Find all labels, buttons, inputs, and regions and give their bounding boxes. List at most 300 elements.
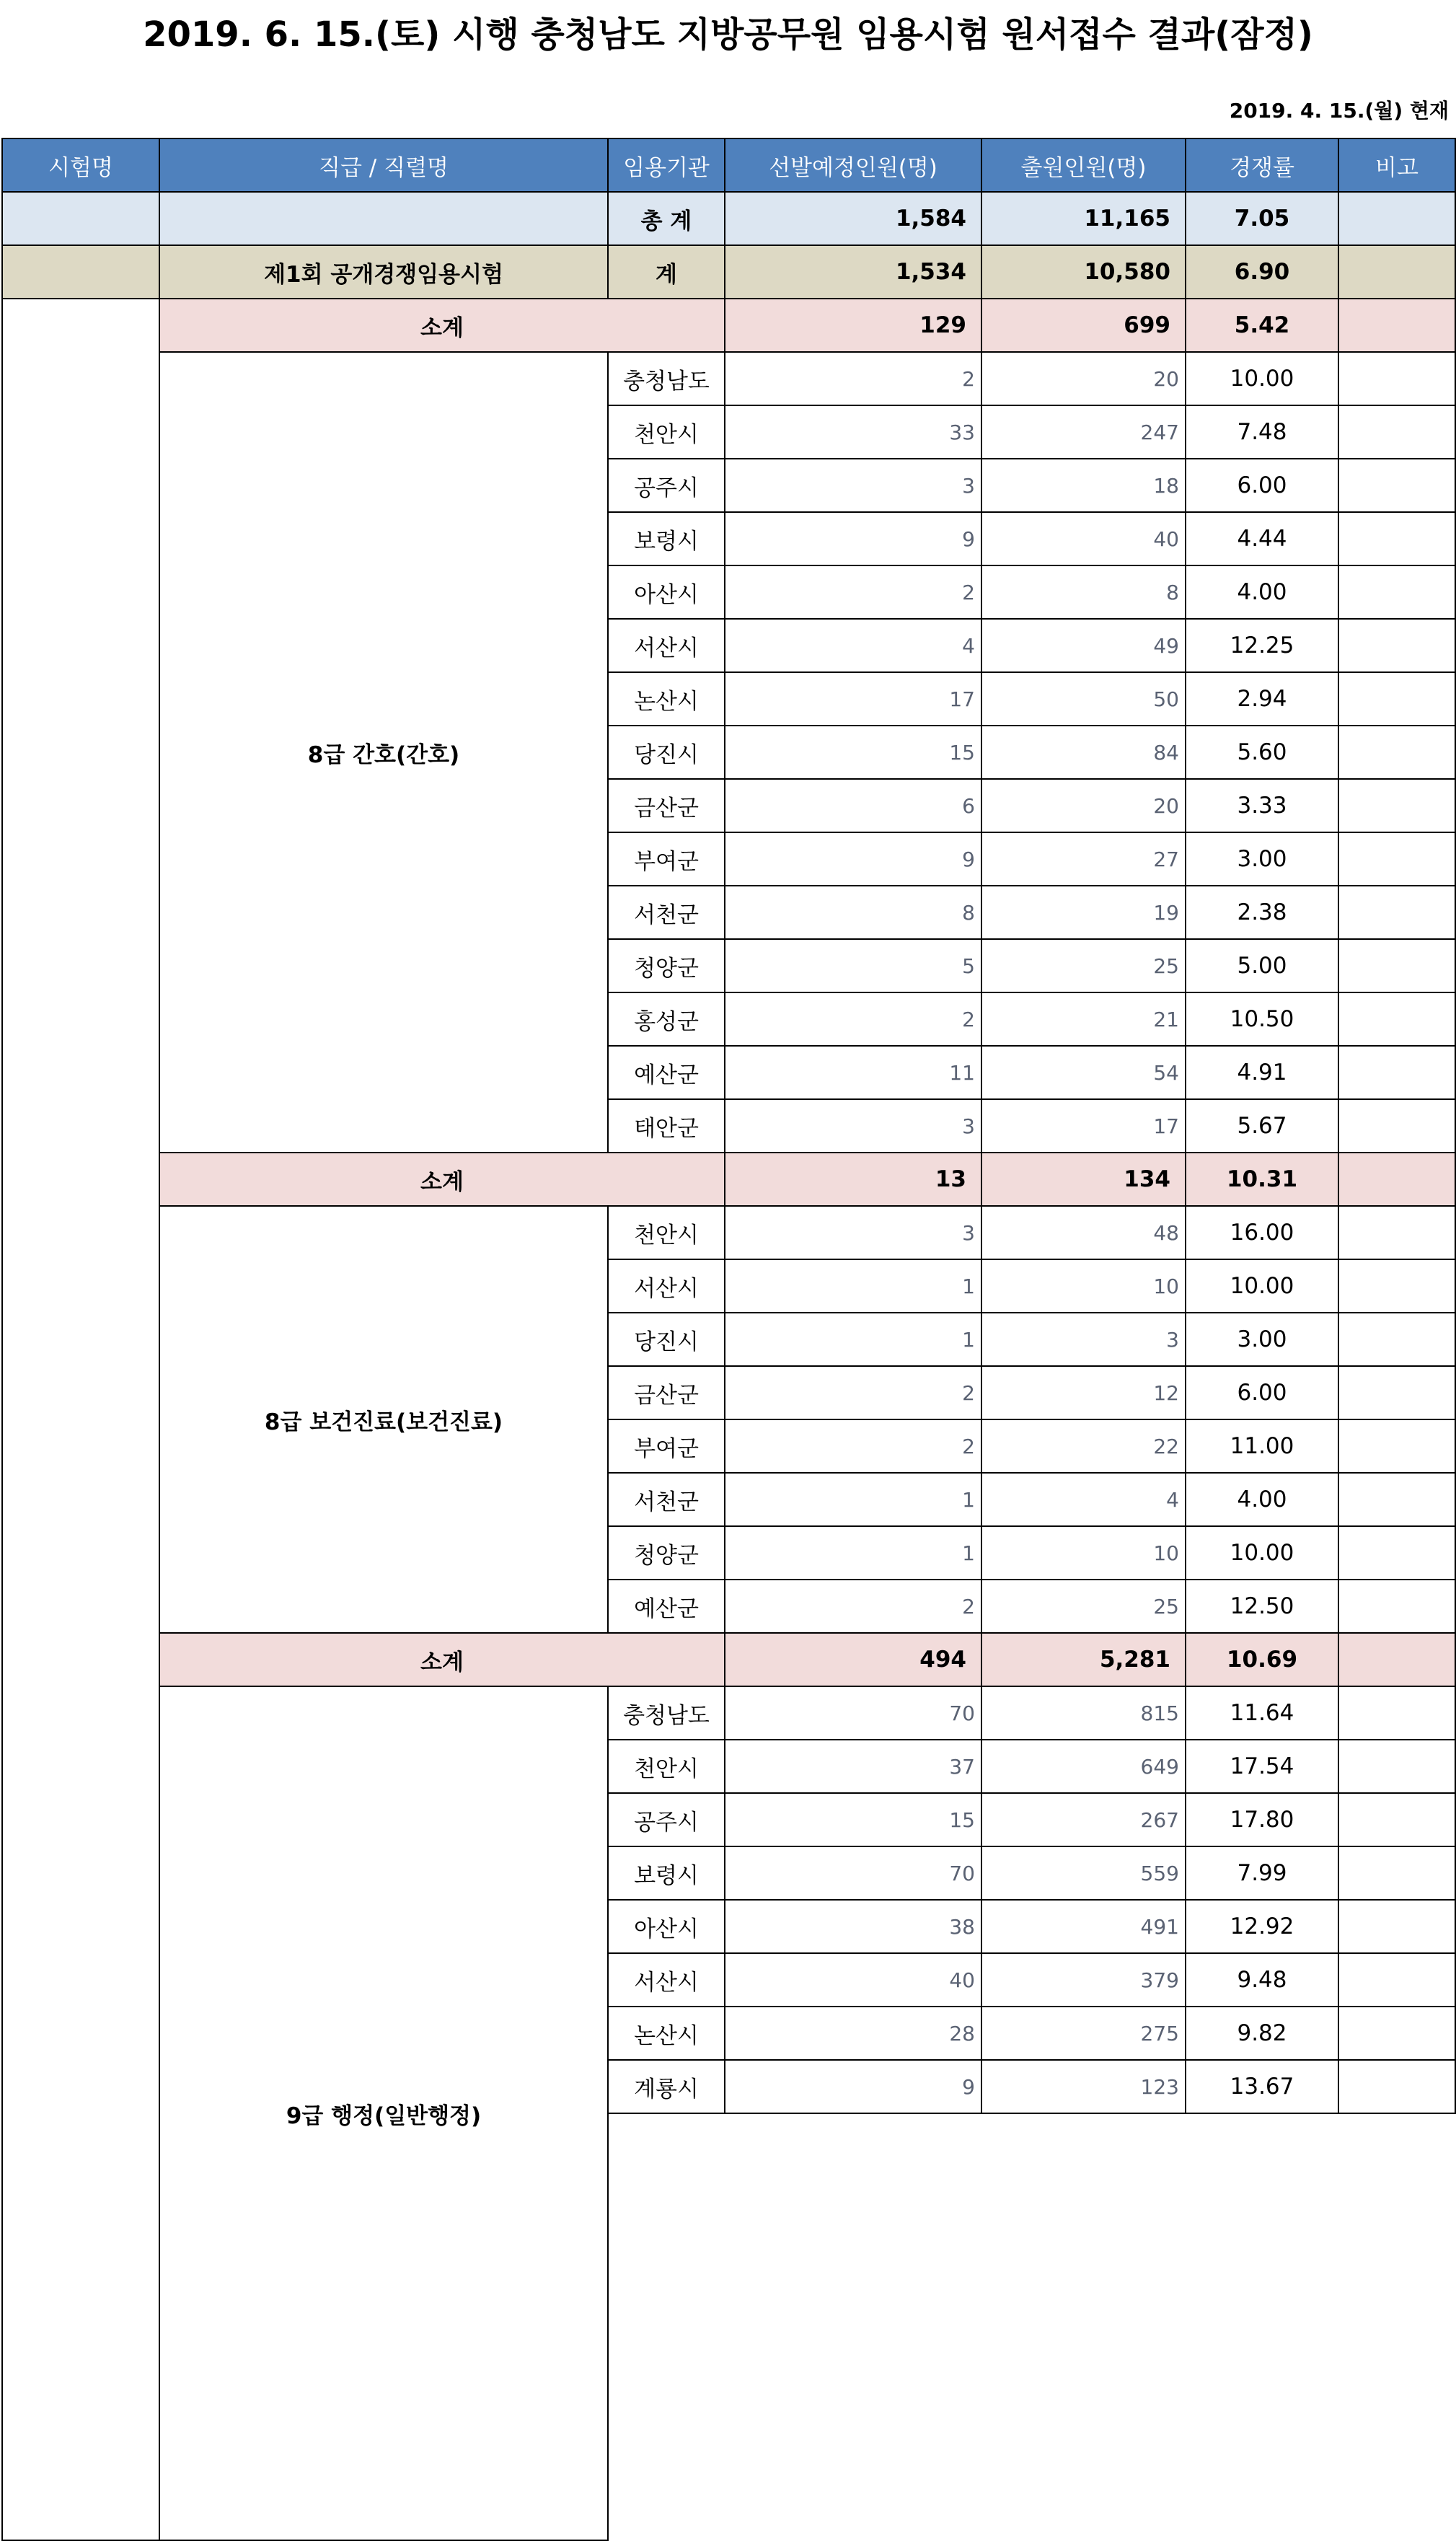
agency-name-text: 공주시 — [634, 475, 699, 501]
subtotal-label-text: 소계 — [420, 1168, 464, 1195]
subtotal-applicants-text: 699 — [1124, 312, 1170, 338]
planned-count-text: 1 — [962, 1327, 975, 1352]
remarks-cell — [1338, 1419, 1456, 1474]
competition-ratio-text: 7.99 — [1237, 1860, 1287, 1886]
agency-name — [607, 1259, 725, 1313]
applicant-count-text: 267 — [1140, 1807, 1179, 1832]
applicant-count — [981, 1045, 1186, 1100]
applicant-count — [981, 1686, 1186, 1740]
exam-total-remarks — [1338, 245, 1456, 299]
planned-count — [724, 1205, 982, 1260]
remarks-cell — [1338, 832, 1456, 886]
remarks-cell — [1338, 351, 1456, 406]
applicant-count-text: 40 — [1153, 527, 1179, 551]
applicant-count-text: 123 — [1140, 2074, 1179, 2099]
remarks-cell — [1338, 1098, 1456, 1153]
agency-name — [607, 1846, 725, 1901]
agency-name — [607, 1899, 725, 1954]
planned-count-text: 17 — [949, 687, 975, 711]
agency-name-text: 논산시 — [634, 2022, 699, 2049]
competition-ratio-text: 3.00 — [1237, 846, 1287, 872]
planned-count — [724, 618, 982, 673]
series-name-text: 8급 간호(간호) — [307, 741, 460, 768]
competition-ratio — [1185, 832, 1339, 886]
remarks-cell — [1338, 1739, 1456, 1794]
subtotal-planned-text: 494 — [919, 1647, 966, 1673]
planned-count-text: 6 — [962, 793, 975, 818]
agency-name-text: 홍성군 — [634, 1008, 699, 1035]
header-applicant-count-text: 출원인원(명) — [1020, 154, 1147, 181]
competition-ratio-text: 2.94 — [1237, 686, 1287, 712]
planned-count — [724, 1579, 982, 1634]
planned-count — [724, 725, 982, 780]
agency-name-text: 충청남도 — [623, 1702, 710, 1729]
competition-ratio-text: 17.54 — [1230, 1753, 1294, 1779]
agency-name-text: 예산군 — [634, 1595, 699, 1622]
remarks-cell — [1338, 1792, 1456, 1847]
planned-count — [724, 458, 982, 513]
competition-ratio — [1185, 1312, 1339, 1367]
header-exam-name-text: 시험명 — [48, 154, 113, 181]
competition-ratio — [1185, 351, 1339, 406]
subtotal-applicants-text: 5,281 — [1099, 1647, 1170, 1673]
agency-name — [607, 1472, 725, 1527]
header-planned-count — [724, 138, 982, 193]
exam-total-ratio-text: 6.90 — [1234, 259, 1290, 285]
subtotal-ratio — [1185, 1152, 1339, 1207]
applicant-count-text: 649 — [1140, 1754, 1179, 1779]
planned-count — [724, 778, 982, 833]
planned-count-text: 37 — [949, 1754, 975, 1779]
competition-ratio — [1185, 1472, 1339, 1527]
grand-total-series-cell — [159, 191, 609, 246]
agency-name — [607, 938, 725, 993]
agency-name — [607, 1525, 725, 1580]
remarks-cell — [1338, 992, 1456, 1047]
agency-name — [607, 1045, 725, 1100]
remarks-cell — [1338, 1686, 1456, 1740]
competition-ratio-text: 13.67 — [1230, 2074, 1294, 2100]
series-name — [159, 1686, 609, 2541]
agency-name — [607, 1312, 725, 1367]
subtotal-planned — [724, 1152, 982, 1207]
planned-count-text: 15 — [949, 1807, 975, 1832]
series-name — [159, 351, 609, 1153]
planned-count — [724, 1899, 982, 1954]
agency-name — [607, 832, 725, 886]
applicant-count — [981, 405, 1186, 459]
planned-count-text: 40 — [949, 1968, 975, 1992]
remarks-cell — [1338, 1472, 1456, 1527]
remarks-cell — [1338, 1525, 1456, 1580]
agency-name — [607, 778, 725, 833]
applicant-count — [981, 1205, 1186, 1260]
applicant-count — [981, 885, 1186, 940]
planned-count — [724, 671, 982, 726]
planned-count — [724, 351, 982, 406]
applicant-count-text: 12 — [1153, 1380, 1179, 1405]
applicant-count — [981, 671, 1186, 726]
planned-count-text: 9 — [962, 847, 975, 871]
competition-ratio-text: 16.00 — [1230, 1220, 1294, 1246]
subtotal-applicants — [981, 298, 1186, 353]
competition-ratio-text: 4.44 — [1237, 526, 1287, 552]
applicant-count-text: 559 — [1140, 1861, 1179, 1885]
planned-count — [724, 1739, 982, 1794]
competition-ratio-text: 4.91 — [1237, 1060, 1287, 1085]
series-name-text: 8급 보건진료(보건진료) — [264, 1409, 503, 1435]
planned-count — [724, 511, 982, 566]
applicant-count-text: 22 — [1153, 1434, 1179, 1458]
agency-name — [607, 1739, 725, 1794]
agency-name — [607, 1419, 725, 1474]
competition-ratio — [1185, 992, 1339, 1047]
agency-name-text: 청양군 — [634, 1542, 699, 1569]
applicant-count-text: 10 — [1153, 1274, 1179, 1298]
exam-total-exam-cell — [1, 245, 160, 299]
applicant-count — [981, 832, 1186, 886]
agency-name — [607, 1792, 725, 1847]
planned-count-text: 33 — [949, 420, 975, 444]
applicant-count — [981, 351, 1186, 406]
applicant-count-text: 20 — [1153, 366, 1179, 391]
competition-ratio-text: 9.48 — [1237, 1967, 1287, 1993]
competition-ratio — [1185, 1419, 1339, 1474]
agency-name — [607, 618, 725, 673]
planned-count — [724, 1045, 982, 1100]
competition-ratio — [1185, 1686, 1339, 1740]
competition-ratio — [1185, 1846, 1339, 1901]
agency-name — [607, 458, 725, 513]
applicant-count — [981, 992, 1186, 1047]
remarks-cell — [1338, 565, 1456, 620]
remarks-cell — [1338, 1312, 1456, 1367]
competition-ratio-text: 5.00 — [1237, 953, 1287, 979]
competition-ratio — [1185, 1205, 1339, 1260]
applicant-count — [981, 1579, 1186, 1634]
agency-name-text: 논산시 — [634, 688, 699, 715]
subtotal-ratio-text: 10.31 — [1226, 1166, 1298, 1192]
planned-count-text: 4 — [962, 633, 975, 658]
agency-name-text: 보령시 — [634, 1862, 699, 1889]
competition-ratio-text: 12.50 — [1230, 1593, 1294, 1619]
header-competition-ratio — [1185, 138, 1339, 193]
grand-total-ratio-text: 7.05 — [1234, 206, 1290, 232]
competition-ratio-text: 10.00 — [1230, 366, 1294, 392]
competition-ratio-text: 4.00 — [1237, 579, 1287, 605]
planned-count — [724, 992, 982, 1047]
agency-name-text: 서산시 — [634, 1969, 699, 1996]
applicant-count-text: 48 — [1153, 1220, 1179, 1245]
planned-count-text: 15 — [949, 740, 975, 765]
remarks-cell — [1338, 618, 1456, 673]
competition-ratio — [1185, 1579, 1339, 1634]
subtotal-applicants — [981, 1152, 1186, 1207]
exam-name-column-cell — [1, 298, 160, 2541]
subtotal-remarks — [1338, 1632, 1456, 1687]
planned-count — [724, 1846, 982, 1901]
remarks-cell — [1338, 1205, 1456, 1260]
agency-name-text: 서천군 — [634, 1489, 699, 1515]
exam-total-applicants — [981, 245, 1186, 299]
grand-total-planned — [724, 191, 982, 246]
applicant-count-text: 247 — [1140, 420, 1179, 444]
exam-total-applicants-text: 10,580 — [1084, 259, 1170, 285]
planned-count — [724, 1419, 982, 1474]
planned-count-text: 2 — [962, 1434, 975, 1458]
subtotal-remarks — [1338, 1152, 1456, 1207]
planned-count-text: 2 — [962, 580, 975, 604]
agency-name — [607, 405, 725, 459]
competition-ratio — [1185, 1098, 1339, 1153]
applicant-count — [981, 1739, 1186, 1794]
applicant-count — [981, 778, 1186, 833]
planned-count-text: 2 — [962, 366, 975, 391]
competition-ratio-text: 6.00 — [1237, 1380, 1287, 1406]
grand-total-ratio — [1185, 191, 1339, 246]
subtotal-remarks — [1338, 298, 1456, 353]
applicant-count-text: 19 — [1153, 900, 1179, 925]
planned-count-text: 28 — [949, 2021, 975, 2045]
exam-total-label — [607, 245, 725, 299]
competition-ratio — [1185, 1365, 1339, 1420]
applicant-count-text: 54 — [1153, 1060, 1179, 1085]
agency-name-text: 천안시 — [634, 1756, 699, 1782]
applicant-count-text: 10 — [1153, 1541, 1179, 1565]
applicant-count — [981, 458, 1186, 513]
agency-name-text: 아산시 — [634, 581, 699, 608]
series-name-text: 9급 행정(일반행정) — [286, 2102, 482, 2129]
agency-name-text: 아산시 — [634, 1916, 699, 1942]
competition-ratio — [1185, 2006, 1339, 2061]
competition-ratio — [1185, 885, 1339, 940]
applicant-count — [981, 1525, 1186, 1580]
applicant-count — [981, 1952, 1186, 2007]
applicant-count-text: 18 — [1153, 473, 1179, 498]
remarks-cell — [1338, 2006, 1456, 2061]
competition-ratio — [1185, 618, 1339, 673]
applicant-count — [981, 618, 1186, 673]
exam-name — [159, 245, 609, 299]
competition-ratio-text: 2.38 — [1237, 899, 1287, 925]
competition-ratio — [1185, 1525, 1339, 1580]
planned-count-text: 2 — [962, 1594, 975, 1619]
subtotal-applicants-text: 134 — [1124, 1166, 1170, 1192]
planned-count-text: 5 — [962, 954, 975, 978]
applicant-count — [981, 565, 1186, 620]
competition-ratio-text: 5.67 — [1237, 1113, 1287, 1139]
competition-ratio-text: 12.25 — [1230, 633, 1294, 659]
agency-name — [607, 992, 725, 1047]
subtotal-label-text: 소계 — [420, 1649, 464, 1675]
applicant-count — [981, 1899, 1186, 1954]
planned-count-text: 9 — [962, 527, 975, 551]
applicant-count-text: 27 — [1153, 847, 1179, 871]
remarks-cell — [1338, 1846, 1456, 1901]
applicant-count — [981, 1259, 1186, 1313]
remarks-cell — [1338, 1365, 1456, 1420]
competition-ratio — [1185, 725, 1339, 780]
agency-name — [607, 725, 725, 780]
remarks-cell — [1338, 511, 1456, 566]
applicant-count — [981, 511, 1186, 566]
agency-name-text: 금산군 — [634, 795, 699, 822]
applicant-count-text: 491 — [1140, 1914, 1179, 1939]
agency-name-text: 서천군 — [634, 902, 699, 928]
applicant-count — [981, 1846, 1186, 1901]
applicant-count-text: 275 — [1140, 2021, 1179, 2045]
header-planned-count-text: 선발예정인원(명) — [769, 154, 937, 181]
agency-name — [607, 671, 725, 726]
agency-name — [607, 2059, 725, 2114]
planned-count — [724, 1686, 982, 1740]
competition-ratio-text: 3.33 — [1237, 793, 1287, 819]
applicant-count — [981, 2059, 1186, 2114]
agency-name-text: 금산군 — [634, 1382, 699, 1409]
planned-count — [724, 1312, 982, 1367]
applicant-count-text: 815 — [1140, 1701, 1179, 1725]
subtotal-planned — [724, 1632, 982, 1687]
competition-ratio-text: 10.00 — [1230, 1273, 1294, 1299]
competition-ratio — [1185, 458, 1339, 513]
exam-name-text: 제1회 공개경쟁임용시험 — [264, 261, 503, 288]
exam-total-planned — [724, 245, 982, 299]
agency-name-text: 충청남도 — [623, 368, 710, 395]
header-position-series-text: 직급 / 직렬명 — [319, 154, 449, 181]
planned-count-text: 8 — [962, 900, 975, 925]
subtotal-label — [159, 298, 725, 353]
competition-ratio — [1185, 2059, 1339, 2114]
planned-count — [724, 1792, 982, 1847]
agency-name — [607, 511, 725, 566]
planned-count-text: 3 — [962, 1220, 975, 1245]
remarks-cell — [1338, 671, 1456, 726]
header-applicant-count — [981, 138, 1186, 193]
header-remarks-text: 비고 — [1375, 154, 1419, 181]
applicant-count-text: 4 — [1166, 1487, 1179, 1512]
competition-ratio — [1185, 671, 1339, 726]
agency-name — [607, 1579, 725, 1634]
applicant-count-text: 25 — [1153, 954, 1179, 978]
agency-name-text: 서산시 — [634, 1275, 699, 1302]
competition-ratio-text: 10.50 — [1230, 1006, 1294, 1032]
subtotal-ratio-text: 5.42 — [1234, 312, 1290, 338]
applicant-count-text: 49 — [1153, 633, 1179, 658]
grand-total-planned-text: 1,584 — [895, 206, 966, 232]
remarks-cell — [1338, 778, 1456, 833]
competition-ratio-text: 3.00 — [1237, 1326, 1287, 1352]
grand-total-applicants — [981, 191, 1186, 246]
competition-ratio-text: 11.00 — [1230, 1433, 1294, 1459]
applicant-count-text: 50 — [1153, 687, 1179, 711]
subtotal-label — [159, 1152, 725, 1207]
competition-ratio — [1185, 938, 1339, 993]
subtotal-planned — [724, 298, 982, 353]
competition-ratio — [1185, 511, 1339, 566]
applicant-count — [981, 1792, 1186, 1847]
applicant-count — [981, 1365, 1186, 1420]
agency-name-text: 청양군 — [634, 955, 699, 982]
agency-name — [607, 2006, 725, 2061]
subtotal-ratio-text: 10.69 — [1226, 1647, 1298, 1673]
grand-total-remarks — [1338, 191, 1456, 246]
agency-name-text: 당진시 — [634, 741, 699, 768]
planned-count — [724, 405, 982, 459]
applicant-count-text: 84 — [1153, 740, 1179, 765]
planned-count-text: 3 — [962, 473, 975, 498]
exam-total-label-text: 계 — [656, 261, 677, 288]
planned-count-text: 2 — [962, 1007, 975, 1031]
agency-name-text: 천안시 — [634, 421, 699, 448]
applicant-count — [981, 725, 1186, 780]
competition-ratio-text: 9.82 — [1237, 2020, 1287, 2046]
agency-name-text: 태안군 — [634, 1115, 699, 1142]
applicant-count-text: 379 — [1140, 1968, 1179, 1992]
remarks-cell — [1338, 938, 1456, 993]
planned-count-text: 70 — [949, 1701, 975, 1725]
competition-ratio — [1185, 405, 1339, 459]
remarks-cell — [1338, 885, 1456, 940]
agency-name — [607, 1686, 725, 1740]
series-name — [159, 1205, 609, 1634]
planned-count-text: 1 — [962, 1274, 975, 1298]
header-exam-name — [1, 138, 160, 193]
remarks-cell — [1338, 725, 1456, 780]
applicant-count — [981, 1312, 1186, 1367]
grand-total-label-text: 총 계 — [640, 208, 692, 234]
agency-name — [607, 1205, 725, 1260]
grand-total-applicants-text: 11,165 — [1084, 206, 1170, 232]
planned-count — [724, 1472, 982, 1527]
agency-name-text: 당진시 — [634, 1329, 699, 1355]
agency-name-text: 부여군 — [634, 1435, 699, 1462]
competition-ratio-text: 12.92 — [1230, 1914, 1294, 1939]
competition-ratio-text: 17.80 — [1230, 1807, 1294, 1833]
competition-ratio-text: 6.00 — [1237, 472, 1287, 498]
agency-name-text: 공주시 — [634, 1809, 699, 1836]
agency-name — [607, 885, 725, 940]
competition-ratio — [1185, 1259, 1339, 1313]
subtotal-ratio — [1185, 298, 1339, 353]
exam-total-ratio — [1185, 245, 1339, 299]
agency-name-text: 천안시 — [634, 1222, 699, 1249]
grand-total-label — [607, 191, 725, 246]
planned-count-text: 3 — [962, 1114, 975, 1138]
subtotal-ratio — [1185, 1632, 1339, 1687]
competition-ratio — [1185, 1739, 1339, 1794]
applicant-count-text: 25 — [1153, 1594, 1179, 1619]
agency-name — [607, 1952, 725, 2007]
planned-count — [724, 565, 982, 620]
agency-name-text: 예산군 — [634, 1062, 699, 1088]
planned-count-text: 1 — [962, 1487, 975, 1512]
remarks-cell — [1338, 1045, 1456, 1100]
agency-name-text: 보령시 — [634, 528, 699, 555]
agency-name-text: 계룡시 — [634, 2076, 699, 2102]
planned-count — [724, 1365, 982, 1420]
applicant-count-text: 17 — [1153, 1114, 1179, 1138]
grand-total-exam-cell — [1, 191, 160, 246]
applicant-count — [981, 1419, 1186, 1474]
subtotal-planned-text: 129 — [919, 312, 966, 338]
remarks-cell — [1338, 2059, 1456, 2114]
remarks-cell — [1338, 1899, 1456, 1954]
agency-name — [607, 351, 725, 406]
planned-count-text: 2 — [962, 1380, 975, 1405]
agency-name — [607, 565, 725, 620]
remarks-cell — [1338, 1259, 1456, 1313]
planned-count-text: 1 — [962, 1541, 975, 1565]
